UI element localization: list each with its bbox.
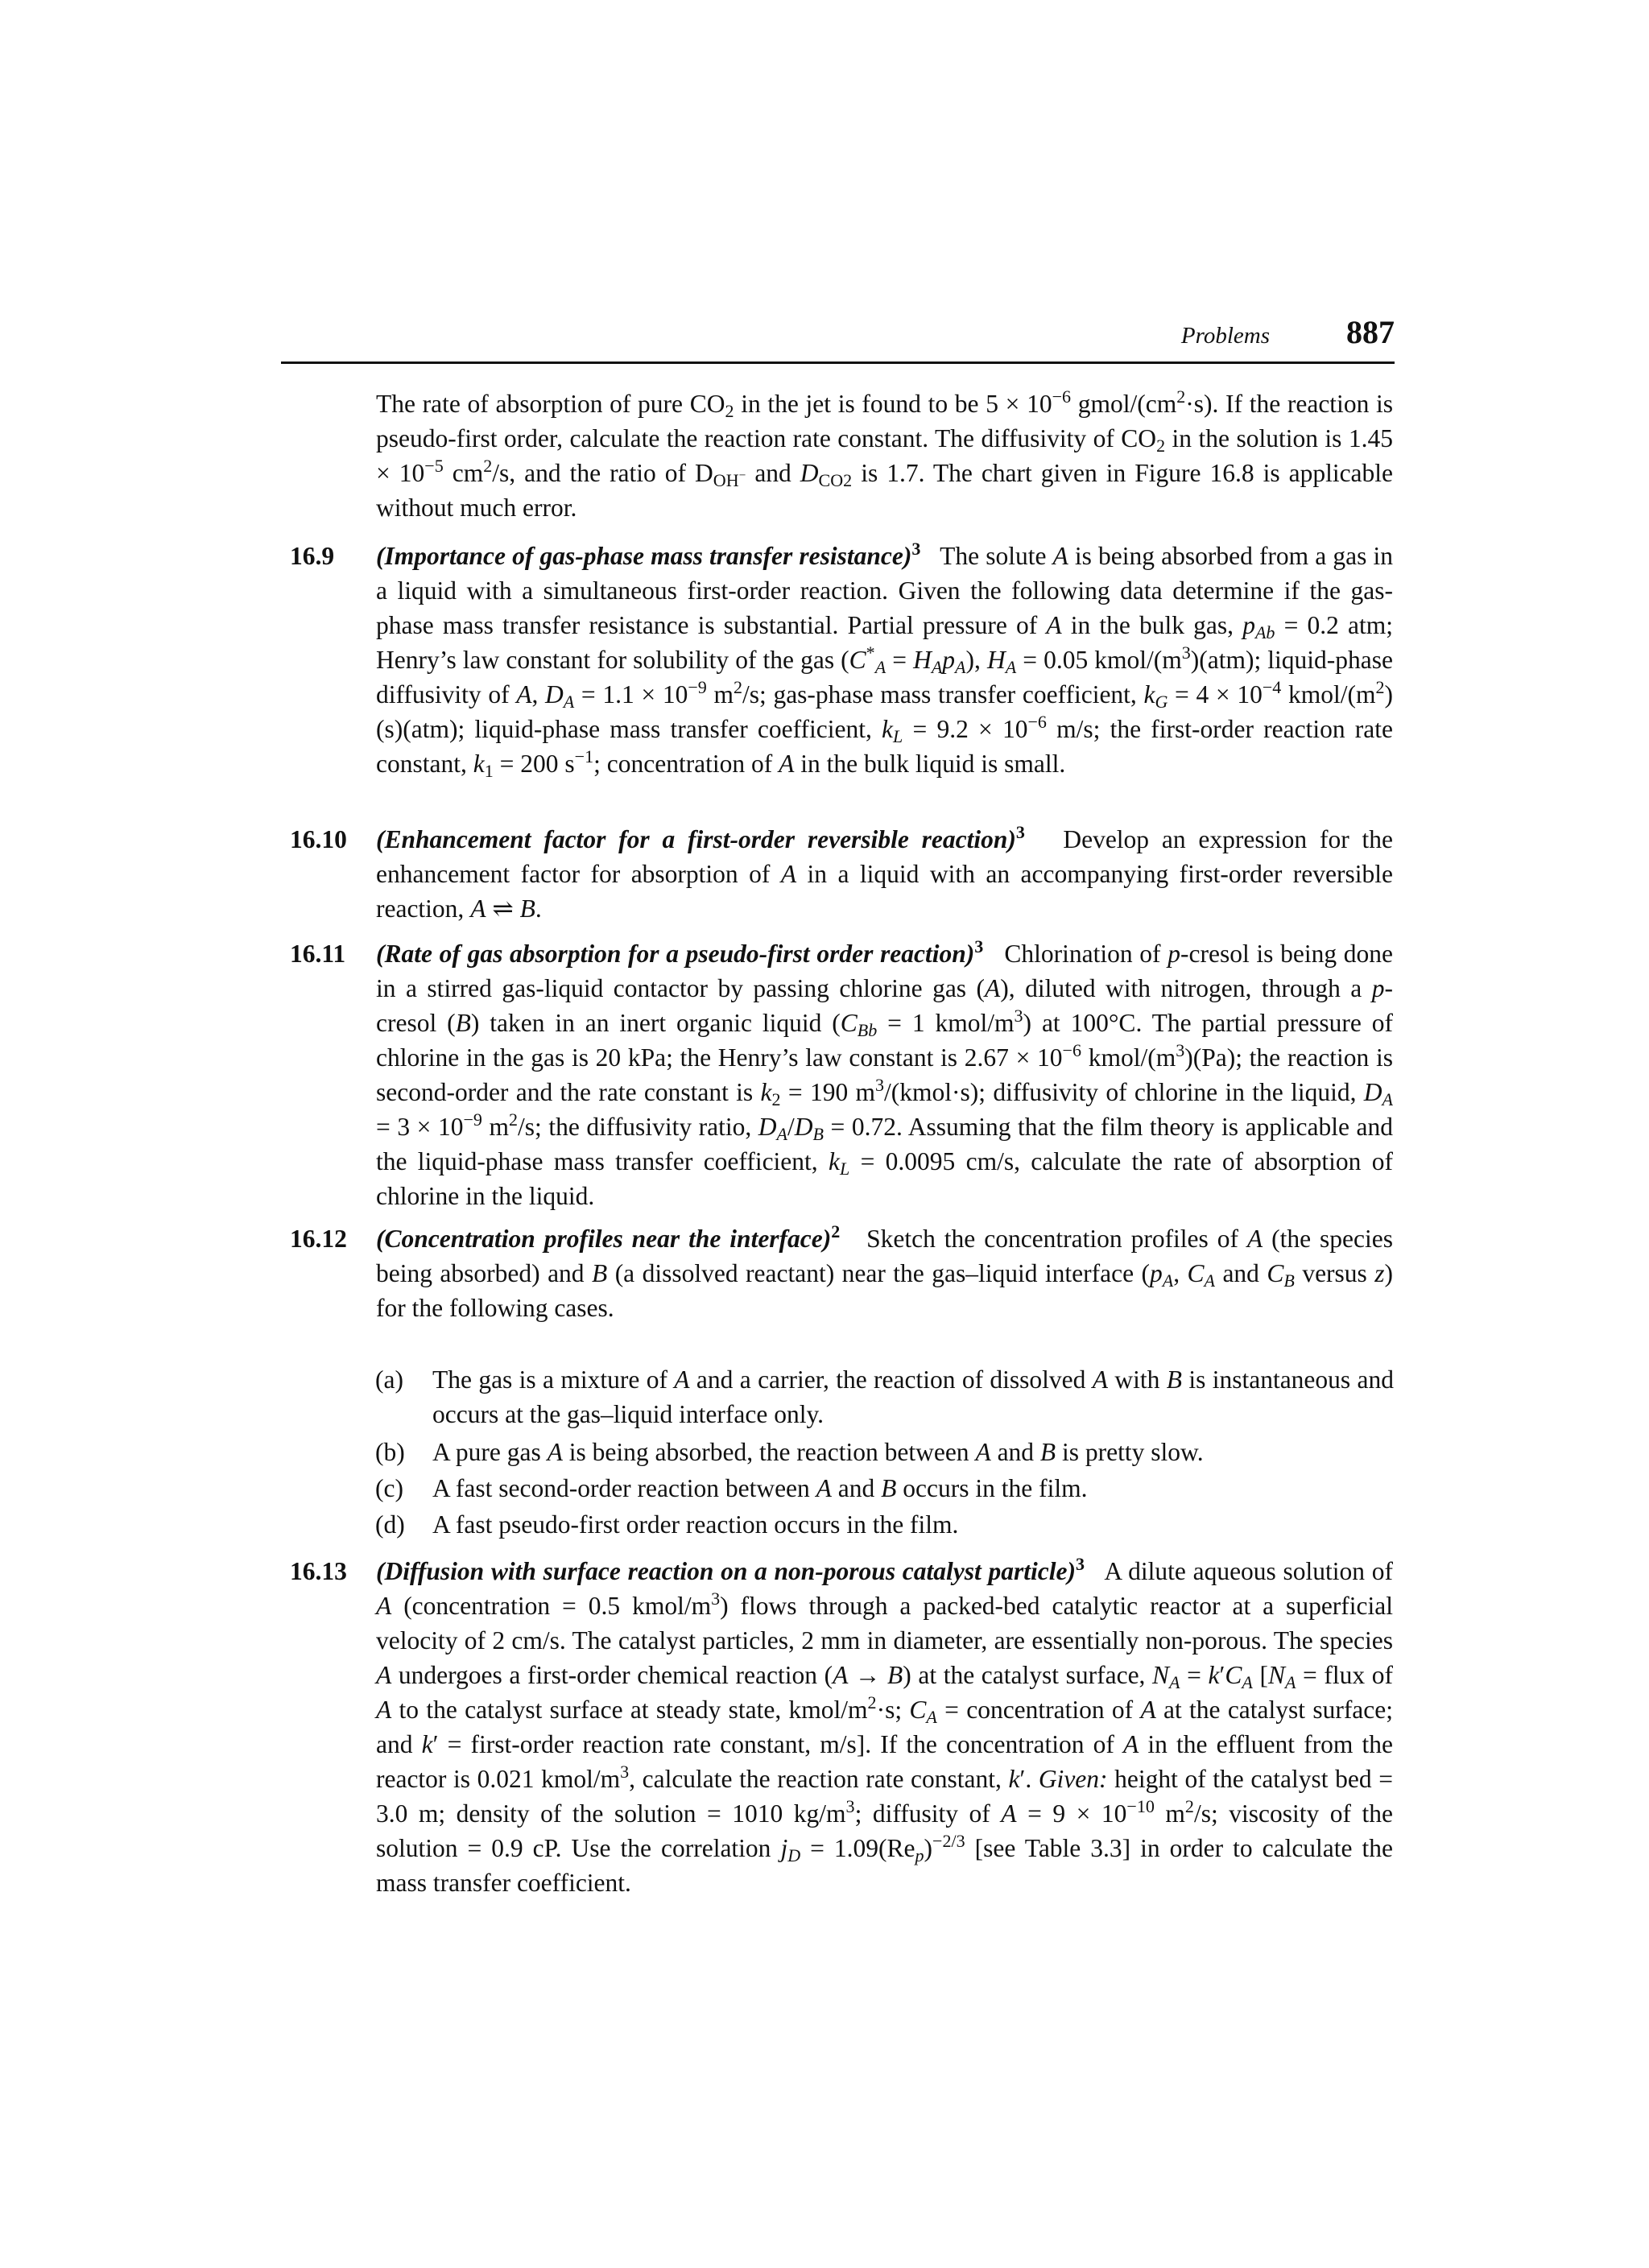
running-head: Problems — [1180, 323, 1270, 349]
sub-item-text: The gas is a mixture of A and a carrier, the reaction of dissolved A with B is instantaneous and occurs at the gas–liquid interface only. — [432, 1365, 1394, 1428]
sub-item-label: (c) — [375, 1474, 403, 1502]
sub-item-label: (a) — [375, 1365, 403, 1394]
problem-number: 16.9 — [290, 542, 335, 570]
problem-number: 16.11 — [290, 940, 346, 968]
sub-item-label: (d) — [375, 1510, 405, 1539]
problem-text: (Rate of gas absorption for a pseudo-first order reaction)$^3$ Chlorination of p-cresol is being done in a stirred gas-liquid contactor by passing chlorine gas (A), diluted with nitrogen, through a p-cresol (B) taken in an inert organic liquid ($C_{Bb} = 1$ kmol/$m^3$) at 100°C. The partial pressure of chlorine in the gas is 20 kPa; the Henry’s law constant is $2.67 \times 10^{-6}$ kmol/$(m^3)(Pa)$; the reaction is second-order and the rate constant is $k_2 = 190$ $m^3/(kmol\cdot s)$; diffusivity of chlorine in the liquid, $D_A = 3 \times 10^{-9}$ $m^2/s$; the diffusivity ratio, $D_A/D_B = 0.72$. Assuming that the film theory is applicable and the liquid-phase mass transfer coefficient, $k_L = 0.0095$ cm/s, calculate the rate of absorption of chlorine in the liquid. — [376, 936, 1394, 1210]
page-number: 887 — [1346, 314, 1395, 350]
page-header — [281, 314, 1395, 364]
problem-text: (Importance of gas-phase mass transfer resistance)$^3$ The solute A is being absorbed from a gas in a liquid with a simultaneous first-order reaction. Given the following data determine if the gas-phase mass transfer resistance is substantial. Partial pressure of A in the bulk gas, $p_{Ab} = 0.2$ atm; Henry’s law constant for solubility of the gas $(C^*_A = H_Ap_A)$, $H_A = 0.05$ kmol/$(m^3)(atm)$; liquid-phase diffusivity of A, $D_A = 1.1 \times 10^{-9}$ $m^2/s$; gas-phase mass transfer coefficient, $k_G = 4 \times 10^{-4}$ kmol/$(m^2)(s)(atm)$; liquid-phase mass transfer coefficient, $k_L = 9.2 \times 10^{-6}$ m/s; the first-order reaction rate constant, $k_1 = 200$ $s^{-1}$; concentration of A in the bulk liquid is small. — [376, 538, 1394, 781]
sub-item-text: A fast pseudo-first order reaction occurs in the film. — [432, 1510, 959, 1539]
sub-item-text: A pure gas A is being absorbed, the reaction between A and B is pretty slow. — [432, 1438, 1204, 1466]
problem-number: 16.12 — [290, 1225, 347, 1253]
problem-text: (Enhancement factor for a first-order reversible reaction)$^3$ Develop an expression for the enhancement factor for absorption of A in a liquid with an accompanying first-order reversible reaction, A ⇌ B. — [376, 821, 1393, 923]
continuation-paragraph: The rate of absorption of pure $CO_2$ in the jet is found to be $5 \times 10^{-6}$ gmol/$(cm^2\cdot s)$. If the reaction is pseudo-first order, calculate the reaction rate constant. The diffusivity of $CO_2$ in the solution is $1.45 \times 10^{-5}$ $cm^2/s$, and the ratio of $D_{OH^-}$ and $D_{CO2}$ is 1.7. The chart given in Figure 16.8 is applicable without much error. — [376, 386, 1394, 522]
problem-text: (Diffusion with surface reaction on a non-porous catalyst particle)$^3$ A dilute aqueous solution of A (concentration = 0.5 kmol/$m^3$) flows through a packed-bed catalytic reactor at a superficial velocity of 2 cm/s. The catalyst particles, 2 mm in diameter, are essentially non-porous. The species A undergoes a first-order chemical reaction (A → B) at the catalyst surface, $N_A = k'C_A$ [$N_A$ = flux of A to the catalyst surface at steady state, kmol/$m^2\cdot s$; $C_A$ = concentration of A at the catalyst surface; and k′ = first-order reaction rate constant, m/s]. If the concentration of A in the effluent from the reactor is 0.021 kmol/$m^3$, calculate the reaction rate constant, k′. Given: height of the catalyst bed = 3.0 m; density of the solution = 1010 $kg/m^3$; diffusity of $A = 9 \times 10^{-10}$ $m^2/s$; viscosity of the solution = 0.9 cP. Use the correlation $j_D = 1.09(Re_p)^{-2/3}$ [see Table 3.3] in order to calculate the mass transfer coefficient. — [376, 1553, 1394, 1897]
problem-number: 16.10 — [290, 825, 347, 853]
sub-item-label: (b) — [375, 1438, 405, 1466]
problem-number: 16.13 — [290, 1557, 347, 1585]
sub-item-text: A fast second-order reaction between A and B occurs in the film. — [432, 1474, 1088, 1502]
problem-text: (Concentration profiles near the interface)$^2$ Sketch the concentration profiles of A (the species being absorbed) and B (a dissolved reactant) near the gas–liquid interface ($p_A$, $C_A$ and $C_B$ versus z) for the following cases. — [376, 1221, 1394, 1322]
